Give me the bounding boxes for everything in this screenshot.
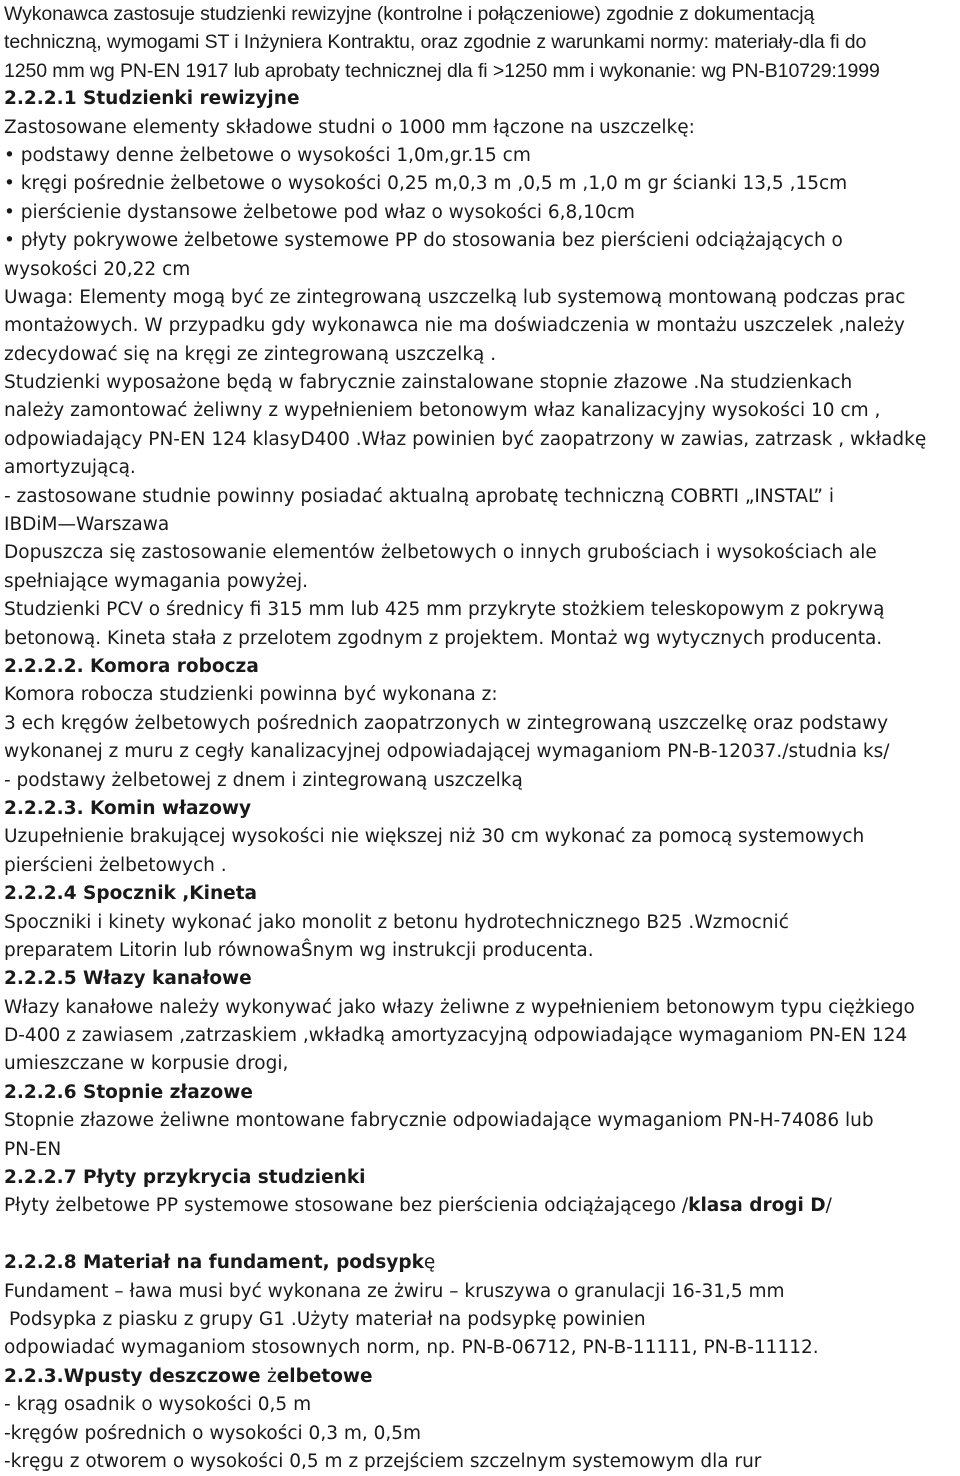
text-line <box>4 1448 956 1476</box>
line-text: pierścieni żelbetowych . <box>4 854 227 876</box>
section-heading <box>4 1249 956 1277</box>
line-text: montażowych. W przypadku gdy wykonawca nie ma doświadczenia w montażu uszczelek ,należy <box>4 315 905 337</box>
text-line <box>4 1221 956 1249</box>
line-text: Uwaga: Elementy mogą być ze zintegrowaną uszczelką lub systemową montowaną podczas prac <box>4 286 906 308</box>
text-line <box>4 397 956 425</box>
line-text: Włazy kanałowe należy wykonywać jako włazy żeliwne z wypełnieniem betonowym typu ciężkiego <box>4 996 915 1018</box>
line-text: amortyzującą. <box>4 457 136 479</box>
text-line <box>4 1391 956 1419</box>
line-text: - podstawy żelbetowej z dnem i zintegrowaną uszczelką <box>4 769 523 791</box>
text-line <box>4 114 956 142</box>
text-line <box>4 170 956 198</box>
line-text: 2.2.2.4 Spocznik ,Kineta <box>4 883 258 905</box>
text-line <box>4 767 956 795</box>
line-text: Podsypka z piasku z grupy G1 .Użyty materiał na podsypkę powinien <box>9 1308 646 1330</box>
line-text: • podstawy denne żelbetowe o wysokości 1,0m,gr.15 cm <box>4 144 531 166</box>
text-line <box>4 1278 956 1306</box>
text-line <box>4 1420 956 1448</box>
text-line <box>4 483 956 511</box>
line-text: D-400 z zawiasem ,zatrzaskiem ,wkładką amortyzacyjną odpowiadające wymaganiom PN-EN 124 <box>4 1025 908 1047</box>
line-text: spełniające wymagania powyżej. <box>4 570 308 592</box>
line-text: 2.2.2.5 Włazy kanałowe <box>4 968 252 990</box>
line-text: Dopuszcza się zastosowanie elementów żelbetowych o innych grubościach i wysokościach ale <box>4 542 877 564</box>
line-text: umieszczane w korpusie drogi, <box>4 1053 289 1075</box>
text-line <box>4 369 956 397</box>
line-text: 2.2.2.3. Komin włazowy <box>4 797 252 819</box>
line-text: IBDiM—Warszawa <box>4 514 170 536</box>
text-line <box>4 681 956 709</box>
text-line <box>4 341 956 369</box>
section-heading <box>4 1079 956 1107</box>
line-text: - krąg osadnik o wysokości 0,5 m <box>4 1394 312 1416</box>
line-text: Zastosowane elementy składowe studni o 1000 mm łączone na uszczelkę: <box>4 116 695 138</box>
line-text: Płyty żelbetowe PP systemowe stosowane bez pierścienia odciążającego / <box>4 1195 689 1217</box>
text-line <box>4 1306 956 1334</box>
line-text: wykonanej z muru z cegły kanalizacyjnej odpowiadającej wymaganiom PN-B-12037./studnia ks/ <box>4 741 890 763</box>
text-line <box>4 1022 956 1050</box>
line-text: Studzienki PCV o średnicy fi 315 mm lub 425 mm przykryte stożkiem teleskopowym z pokrywą <box>4 599 885 621</box>
line-text: 1250 mm wg PN-EN 1917 lub aprobaty technicznej dla fi >1250 mm i wykonanie: wg PN-B10729:1999 <box>4 59 880 82</box>
section-heading <box>4 653 956 681</box>
text-line <box>4 426 956 454</box>
line-text-tail: / <box>825 1195 832 1217</box>
line-text: 2.2.2.2. Komora robocza <box>4 655 259 677</box>
line-text: Spoczniki i kinety wykonać jako monolit z betonu hydrotechnicznego B25 .Wzmocnić <box>4 911 789 933</box>
line-text: Fundament – ława musi być wykonana ze żwiru – kruszywa o granulacji 16-31,5 mm <box>4 1280 785 1302</box>
text-line <box>4 710 956 738</box>
text-line <box>4 625 956 653</box>
text-line <box>4 142 956 170</box>
line-text: odpowiadający PN-EN 124 klasyD400 .Właz powinien być zaopatrzony w zawias, zatrzask , wkładkę <box>4 428 927 450</box>
line-text: 2.2.2.8 Materiał na fundament, podsypk <box>4 1252 424 1274</box>
line-text: -kręgów pośrednich o wysokości 0,3 m, 0,5m <box>4 1422 422 1444</box>
text-line <box>4 454 956 482</box>
line-text: Wykonawca zastosuje studzienki rewizyjne (kontrolne i połączeniowe) zgodnie z dokumentacją <box>4 3 815 25</box>
text-line <box>4 256 956 284</box>
line-text: betonową. Kineta stała z przelotem zgodnym z projektem. Montaż wg wytycznych producenta. <box>4 627 883 649</box>
text-line <box>4 1136 956 1164</box>
line-text: 2.2.2.1 Studzienki rewizyjne <box>4 88 300 110</box>
line-text: Uzupełnienie brakującej wysokości nie większej niż 30 cm wykonać za pomocą systemowych <box>4 826 865 848</box>
line-text: Stopnie złazowe żeliwne montowane fabrycznie odpowiadające wymaganiom PN-H-74086 lub <box>4 1110 874 1132</box>
text-line <box>4 0 956 28</box>
line-text-bold-tail: elbetowe <box>276 1365 373 1387</box>
line-text: zdecydować się na kręgi ze zintegrowaną uszczelką . <box>4 343 497 365</box>
line-text: • pierścienie dystansowe żelbetowe pod właz o wysokości 6,8,10cm <box>4 201 635 223</box>
line-text-tail: ż <box>266 1365 277 1387</box>
section-heading <box>4 85 956 113</box>
text-line <box>4 1107 956 1135</box>
text-line <box>4 1192 956 1220</box>
text-line <box>4 596 956 624</box>
text-line <box>4 312 956 340</box>
text-line <box>4 823 956 851</box>
line-text-tail: ę <box>423 1252 436 1274</box>
text-line <box>4 852 956 880</box>
line-text: techniczną, wymogami ST i Inżyniera Kontraktu, oraz zgodnie z warunkami normy: materiały-dla fi do <box>4 31 867 54</box>
text-line <box>4 994 956 1022</box>
line-text: • płyty pokrywowe żelbetowe systemowe PP do stosowania bez pierścieni odciążających o <box>4 230 843 252</box>
line-text: 3 ech kręgów żelbetowych pośrednich zaopatrzonych w zintegrowaną uszczelkę oraz podstawy <box>4 712 889 734</box>
section-heading <box>4 795 956 823</box>
line-text: 2.2.3.Wpusty deszczowe <box>4 1365 267 1387</box>
text-line <box>4 909 956 937</box>
section-heading <box>4 880 956 908</box>
line-text: Studzienki wyposażone będą w fabrycznie zainstalowane stopnie złazowe .Na studzienkach <box>4 372 853 394</box>
text-line <box>4 57 956 85</box>
line-text: odpowiadać wymaganiom stosownych norm, np. PN-B-06712, PN-B-11111, PN-B-11112. <box>4 1337 819 1359</box>
line-text: • kręgi pośrednie żelbetowe o wysokości 0,25 m,0,3 m ,0,5 m ,1,0 m gr ścianki 13,5 ,15cm <box>4 173 848 195</box>
line-text: - zastosowane studnie powinny posiadać aktualną aprobatę techniczną COBRTI „INSTAL” i <box>4 485 835 507</box>
text-line <box>4 568 956 596</box>
line-text: należy zamontować żeliwny z wypełnieniem betonowym właz kanalizacyjny wysokości 10 cm , <box>4 400 881 422</box>
line-text: -kręgu z otworem o wysokości 0,5 m z przejściem szczelnym systemowym dla rur <box>4 1450 762 1472</box>
line-text: preparatem Litorin lub równowaŜnym wg instrukcji producenta. <box>4 939 594 961</box>
text-line <box>4 284 956 312</box>
text-line <box>4 1334 956 1362</box>
section-heading <box>4 965 956 993</box>
text-line <box>4 738 956 766</box>
text-line <box>4 511 956 539</box>
section-heading <box>4 1363 956 1391</box>
text-line <box>4 199 956 227</box>
text-line <box>4 539 956 567</box>
line-text-bold: klasa drogi D <box>688 1195 826 1217</box>
text-line <box>4 1050 956 1078</box>
line-text: 2.2.2.6 Stopnie złazowe <box>4 1081 253 1103</box>
text-line <box>4 227 956 255</box>
text-line <box>4 937 956 965</box>
line-text: 2.2.2.7 Płyty przykrycia studzienki <box>4 1167 366 1189</box>
line-text: wysokości 20,22 cm <box>4 258 191 280</box>
section-heading <box>4 1164 956 1192</box>
text-line <box>4 28 956 56</box>
line-text: Komora robocza studzienki powinna być wykonana z: <box>4 684 498 706</box>
line-text: PN-EN <box>4 1138 62 1160</box>
